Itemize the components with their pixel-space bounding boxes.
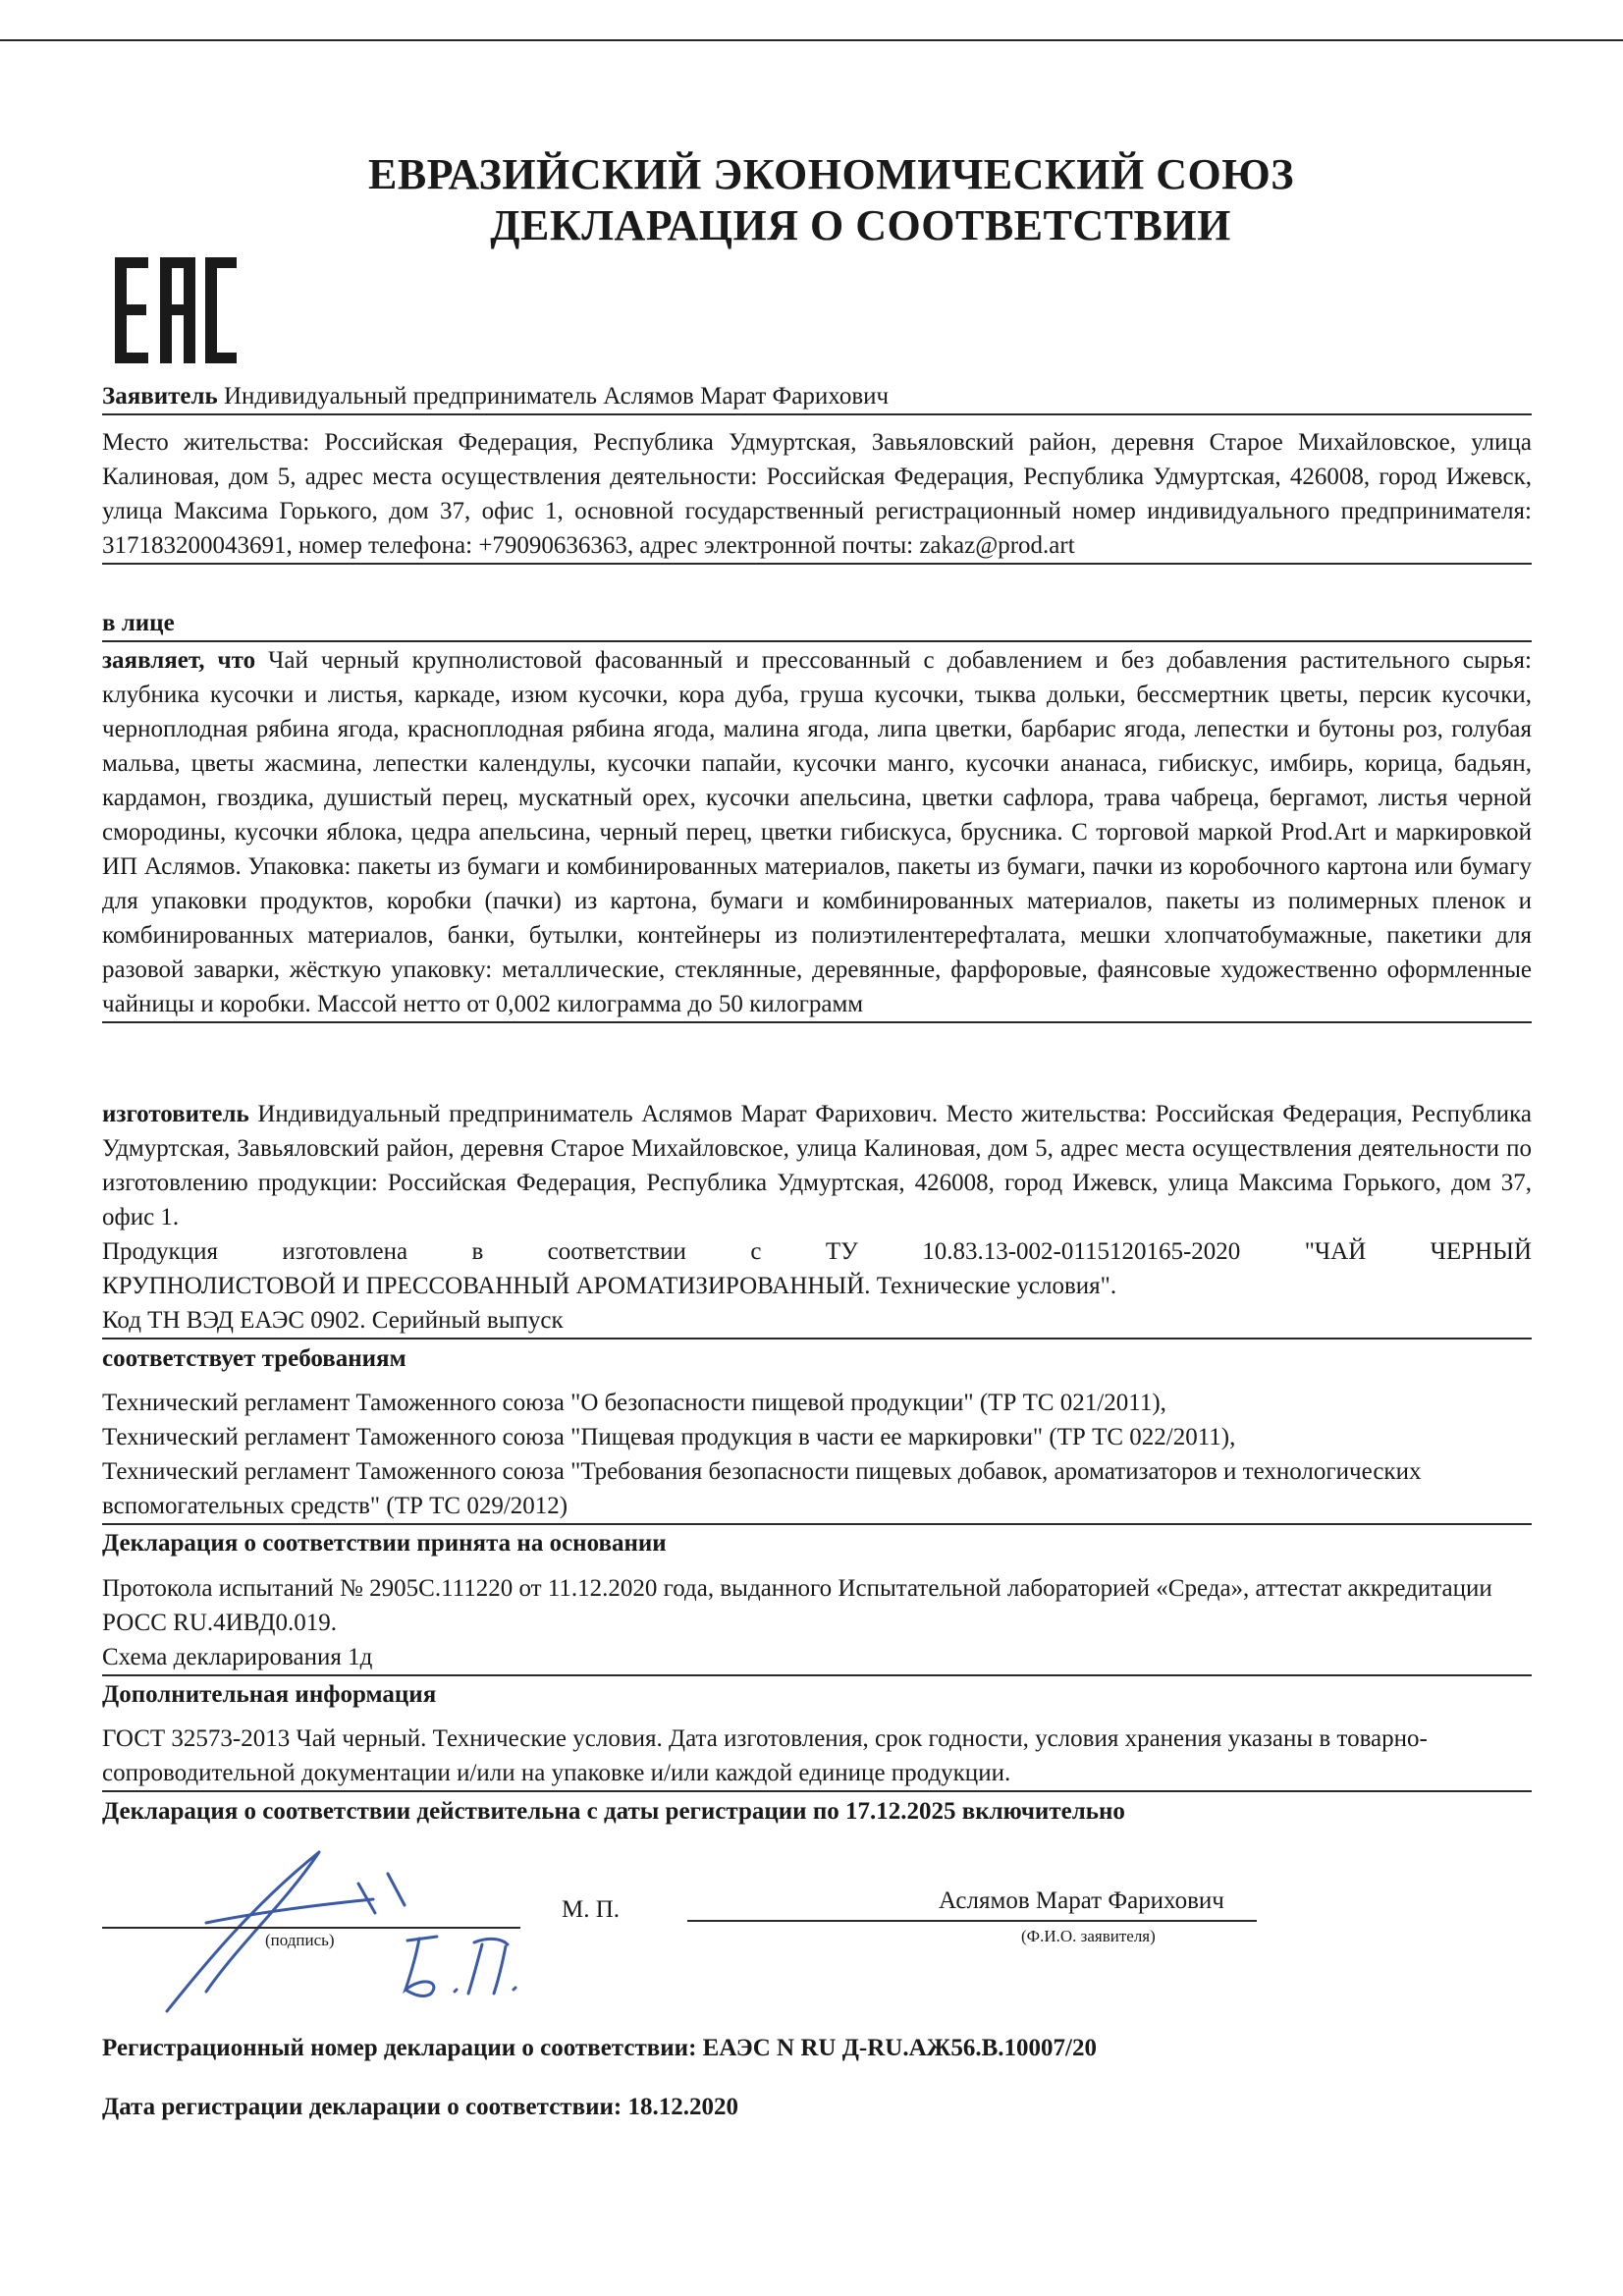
declares-label: заявляет, что xyxy=(102,647,256,674)
eac-logo-icon xyxy=(115,257,237,363)
registration-number: ЕАЭС N RU Д-RU.АЖ56.В.10007/20 xyxy=(702,2035,1097,2061)
in-person-label: в лице xyxy=(102,606,1532,642)
regulation-1: Технический регламент Таможенного союза "О безопасности пищевой продукции" (ТР ТС 021/2011), xyxy=(102,1390,1166,1416)
hs-code: Код ТН ВЭД ЕАЭС 0902. Серийный выпуск xyxy=(102,1303,1532,1339)
produced-line-cont: КРУПНОЛИСТОВОЙ И ПРЕССОВАННЫЙ АРОМАТИЗИРОВАННЫЙ. Технические условия". xyxy=(102,1273,1117,1299)
manufacturer-label: изготовитель xyxy=(102,1101,249,1127)
declares-text: Чай черный крупнолистовой фасованный и прессованный с добавлением и без добавления растительного сырья: клубника кусочки и листья, каркаде, изюм кусочки, кора дуба, груша кусочки, тыква дольки, бессмертник цветы, персик кусочки, черноплодная рябина ягода, красноплодная рябина ягода, малина ягода, липа цветки, барбарис ягода, лепестки и бутоны роз, голубая мальва, цветы жасмина, лепестки календулы, кусочки папайи, кусочки манго, кусочки ананаса, гибискус, имбирь, корица, бадьян, кардамон, гвоздика, душистый перец, мускатный орех, кусочки апельсина, цветки сафлора, трава чабреца, бергамот, листья черной смородины, кусочки яблока, цедра апельсина, черный перец, цветки гибискуса, брусника. С торговой маркой Prod.Art и маркировкой ИП Аслямов. Упаковка: пакеты из бумаги и комбинированных материалов, пакеты из бумаги, пачки из коробочного картона или бумагу для упаковки продуктов, коробки (пачки) из картона, бумаги и комбинированных материалов, пакеты из полимерных пленок и комбинированных материалов, банки, бутылки, контейнеры из полиэтилентерефталата, мешки хлопчатобумажные, пакетики для разовой заварки, жёсткую упаковку: металлические, стеклянные, деревянные, фарфоровые, фаянсовые художественно оформленные чайницы и коробки. Массой нетто от 0,002 килограмма до 50 килограмм xyxy=(102,647,1532,1017)
registration-date-label: Дата регистрации декларации о соответствии: xyxy=(102,2094,622,2120)
applicant-label: Заявитель xyxy=(102,383,218,410)
stamp-place: М. П. xyxy=(562,1896,621,1923)
additional-label: Дополнительная информация xyxy=(102,1681,437,1708)
applicant-row xyxy=(102,379,1532,415)
validity-statement: Декларация о соответствии действительна с даты регистрации по 17.12.2025 включительно xyxy=(102,1798,1125,1825)
regulation-3: Технический регламент Таможенного союза "Требования безопасности пищевых добавок, ароматизаторов и технологических вспомогательных средств" (ТР ТС 029/2012) xyxy=(102,1454,1532,1525)
applicant-address: Место жительства: Российская Федерация, Республика Удмуртская, Завьяловский район, деревня Старое Михайловское, улица Калиновая, дом 5, адрес места осуществления деятельности: Российская Федерация, Республика Удмуртская, 426008, город Ижевск, улица Максима Горького, дом 37, офис 1, основной государственный регистрационный номер индивидуального предпринимателя: 317183200043691, номер телефона: +79090636363, адрес электронной почты: zakaz@prod.art xyxy=(102,425,1532,565)
union-title: ЕВРАЗИЙСКИЙ ЭКОНОМИЧЕСКИЙ СОЮЗ xyxy=(367,150,1295,198)
handwritten-note-icon xyxy=(398,1933,525,2001)
registration-date-row xyxy=(102,2090,1532,2124)
basis-scheme: Схема декларирования 1д xyxy=(102,1640,1532,1676)
applicant-name: Аслямов Марат Фарихович xyxy=(939,1887,1224,1914)
additional-text: ГОСТ 32573-2013 Чай черный. Технические условия. Дата изготовления, срок годности, условия хранения указаны в товарно-сопроводительной документации и/или на упаковке и/или каждой единице продукции. xyxy=(102,1722,1532,1792)
manufacturer-text: Индивидуальный предприниматель Аслямов Марат Фарихович. Место жительства: Российская Федерация, Республика Удмуртская, Завьяловский район, деревня Старое Михайловское, улица Калиновая, дом 5, адрес места осуществления деятельности по изготовлению продукции: Российская Федерация, Республика Удмуртская, 426008, город Ижевск, улица Максима Горького, дом 37, офис 1. xyxy=(102,1101,1532,1230)
registration-number-row xyxy=(102,2031,1532,2065)
regulation-2: Технический регламент Таможенного союза "Пищевая продукция в части ее маркировки" (ТР ТС 022/2011), xyxy=(102,1424,1236,1450)
document-title: ДЕКЛАРАЦИЯ О СООТВЕТСТВИИ xyxy=(490,201,1231,249)
produced-line: Продукция изготовлена в соответствии с ТУ 10.83.13-002-0115120165-2020 "ЧАЙ ЧЕРНЫЙ xyxy=(102,1238,1532,1265)
manufacturer-block xyxy=(102,1097,1532,1234)
registration-date: 18.12.2020 xyxy=(627,2094,738,2120)
name-caption: (Ф.И.О. заявителя) xyxy=(1021,1927,1156,1945)
name-line xyxy=(687,1920,1257,1922)
applicant-value: Индивидуальный предприниматель Аслямов Марат Фарихович xyxy=(224,383,890,410)
basis-protocol: Протокола испытаний № 2905С.111220 от 11.12.2020 года, выданного Испытательной лабораторией «Среда», аттестат аккредитации РОСС RU.4ИВД0.019. xyxy=(102,1575,1492,1636)
declares-block xyxy=(102,643,1532,1023)
signature-caption: (подпись) xyxy=(265,1931,335,1949)
signature-line xyxy=(102,1927,520,1929)
complies-label: соответствует требованиям xyxy=(102,1345,406,1372)
top-rule xyxy=(0,39,1623,41)
registration-number-label: Регистрационный номер декларации о соответствии: xyxy=(102,2035,697,2061)
basis-label: Декларация о соответствии принята на основании xyxy=(102,1530,667,1557)
